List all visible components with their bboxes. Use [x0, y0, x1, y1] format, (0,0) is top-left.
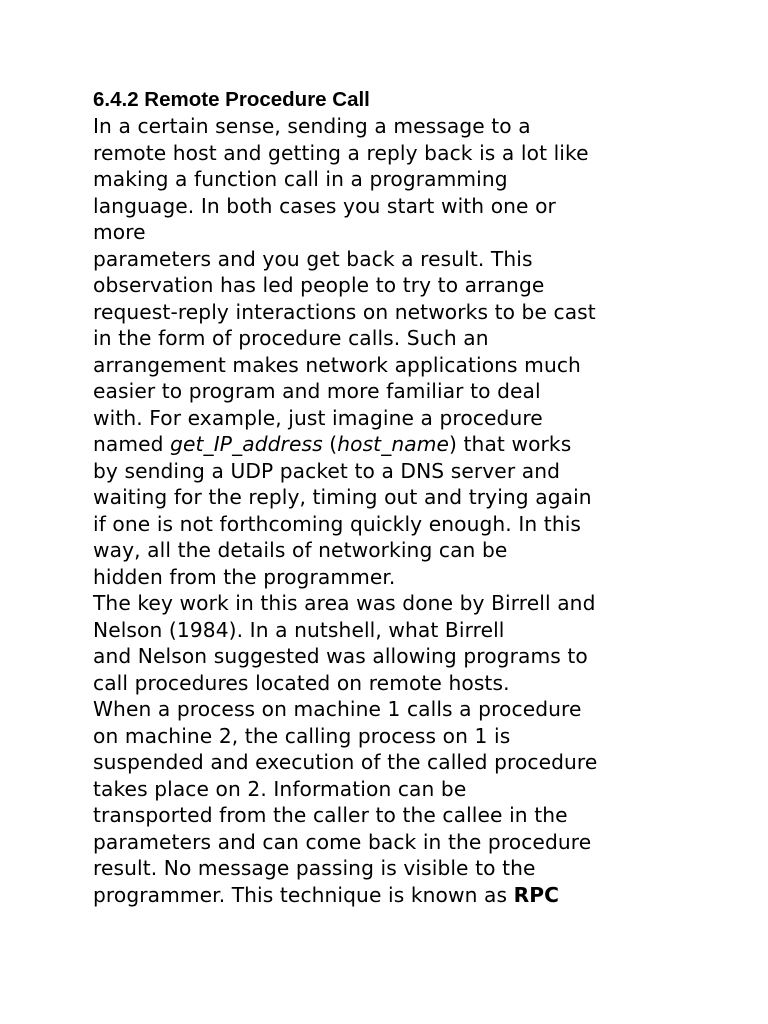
text-line: call procedures located on remote hosts. [93, 670, 510, 695]
function-name: get_IP_address [170, 432, 323, 456]
text-line: on machine 2, the calling process on 1 is [93, 723, 511, 748]
text-line: and Nelson suggested was allowing programs to [93, 644, 588, 668]
line-text: programmer. This technique is known as [93, 882, 514, 907]
text-line: hidden from the programmer. [93, 564, 396, 589]
text-line: by sending a UDP packet to a DNS server and [93, 458, 561, 483]
text-line: request-reply interactions on networks to be cast [93, 299, 596, 324]
text-line: with. For example, just imagine a procedure [93, 405, 543, 430]
text-line: more [93, 220, 146, 244]
parameter-name: host_name [337, 432, 450, 456]
text-line: remote host and getting a reply back is a lot like [93, 140, 589, 165]
text-line: arrangement makes network applications much [93, 352, 581, 377]
text-line: transported from the caller to the callee in the [93, 803, 568, 827]
text-line: making a function call in a programming [93, 167, 508, 191]
text-line: takes place on 2. Information can be [93, 776, 467, 801]
section-heading: 6.4.2 Remote Procedure Call [93, 88, 370, 111]
text-line: parameters and you get back a result. This [93, 246, 533, 271]
document-body [93, 86, 753, 908]
text-line: The key work in this area was done by Birrell and [93, 591, 596, 615]
text-line: In a certain sense, sending a message to a [93, 114, 531, 138]
text-line: easier to program and more familiar to deal [93, 379, 541, 403]
paragraph-lines [93, 113, 753, 908]
text-line [93, 882, 753, 909]
text-line: suspended and execution of the called procedure [93, 750, 598, 774]
rpc-term: RPC [513, 882, 560, 907]
text-line: When a process on machine 1 calls a procedure [93, 697, 582, 721]
text-line: result. No message passing is visible to the [93, 856, 536, 880]
text-line: waiting for the reply, timing out and trying again [93, 485, 592, 509]
text-line [93, 431, 753, 458]
text-line: if one is not forthcoming quickly enough. In this [93, 511, 582, 536]
text-line: language. In both cases you start with one or [93, 193, 556, 218]
text-line: Nelson (1984). In a nutshell, what Birrell [93, 617, 505, 642]
text-line: observation has led people to try to arrange [93, 273, 545, 297]
line-text: named [93, 432, 171, 456]
text-line: in the form of procedure calls. Such an [93, 326, 489, 350]
line-text: ( [322, 432, 338, 456]
text-line: way, all the details of networking can be [93, 538, 508, 562]
text-line: parameters and can come back in the procedure [93, 829, 592, 854]
line-text: ) that works [449, 432, 572, 456]
